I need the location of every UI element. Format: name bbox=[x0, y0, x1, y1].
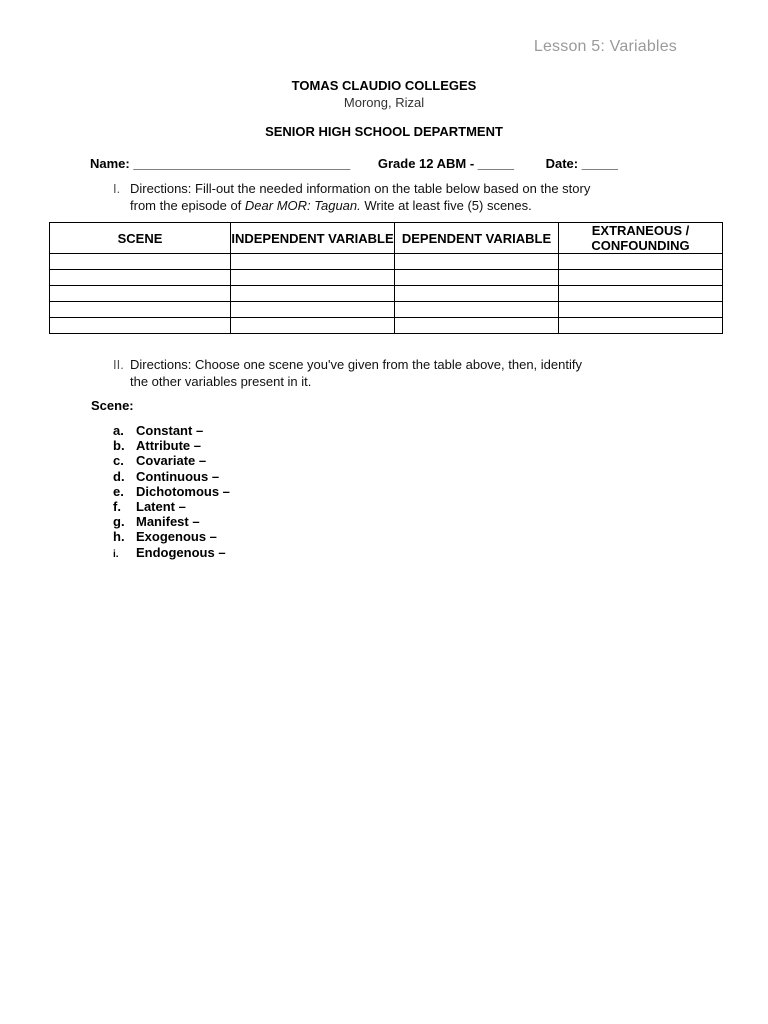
list-item bbox=[113, 529, 230, 544]
item-letter: h. bbox=[113, 529, 125, 545]
directions-1 bbox=[113, 180, 676, 214]
table-cell[interactable] bbox=[50, 302, 231, 318]
item-term: Continuous – bbox=[136, 468, 220, 484]
table-cell[interactable] bbox=[395, 302, 559, 318]
episode-title: Dear MOR: Taguan. bbox=[244, 198, 361, 213]
item-term: Dichotomous – bbox=[136, 483, 230, 499]
directions-2-line1: Directions: Choose one scene you've given from the table above, then, identify bbox=[130, 357, 582, 372]
directions-2-line2: the other variables present in it. bbox=[130, 374, 312, 389]
table-cell[interactable] bbox=[231, 286, 395, 302]
header-independent: INDEPENDENT VARIABLE bbox=[231, 223, 395, 254]
item-term: Exogenous – bbox=[136, 529, 217, 545]
table-cell[interactable] bbox=[50, 286, 231, 302]
directions-2-number: II. bbox=[113, 357, 124, 372]
table-cell[interactable] bbox=[559, 286, 723, 302]
table-row bbox=[50, 254, 723, 270]
table-row bbox=[50, 302, 723, 318]
directions-2 bbox=[113, 356, 676, 390]
list-item bbox=[113, 438, 230, 453]
list-item bbox=[113, 423, 230, 438]
directions-1-number: I. bbox=[113, 181, 121, 196]
table-cell[interactable] bbox=[50, 254, 231, 270]
header-extraneous: EXTRANEOUS / CONFOUNDING bbox=[559, 223, 723, 254]
table-cell[interactable] bbox=[559, 302, 723, 318]
table-cell[interactable] bbox=[395, 318, 559, 334]
item-term: Endogenous – bbox=[136, 544, 226, 560]
table-cell[interactable] bbox=[231, 254, 395, 270]
table-header-row bbox=[50, 223, 723, 254]
item-letter: a. bbox=[113, 423, 124, 438]
item-term: Attribute – bbox=[136, 438, 201, 454]
header-dependent: DEPENDENT VARIABLE bbox=[395, 223, 559, 254]
directions-1-line2-pre: from the episode of bbox=[130, 198, 245, 213]
scene-label: Scene: bbox=[91, 398, 134, 413]
table-cell[interactable] bbox=[50, 270, 231, 286]
table-cell[interactable] bbox=[559, 270, 723, 286]
variables-table bbox=[49, 222, 723, 334]
item-term: Constant – bbox=[136, 423, 204, 438]
grade-field[interactable]: Grade 12 ABM - _____ bbox=[377, 156, 514, 171]
item-letter: e. bbox=[113, 483, 124, 499]
table-cell[interactable] bbox=[395, 286, 559, 302]
table-cell[interactable] bbox=[395, 270, 559, 286]
table-row bbox=[50, 270, 723, 286]
item-letter: g. bbox=[113, 514, 125, 530]
item-letter: i. bbox=[113, 548, 119, 560]
header-scene: SCENE bbox=[50, 223, 231, 254]
list-item bbox=[113, 514, 230, 529]
item-letter: f. bbox=[113, 499, 121, 515]
list-item bbox=[113, 484, 230, 499]
table-cell[interactable] bbox=[231, 318, 395, 334]
table-cell[interactable] bbox=[559, 254, 723, 270]
table-row bbox=[50, 286, 723, 302]
school-location: Morong, Rizal bbox=[343, 95, 425, 110]
student-info-row bbox=[90, 156, 618, 171]
directions-1-line1: Directions: Fill-out the needed information on the table below based on the story bbox=[130, 181, 591, 196]
table-cell[interactable] bbox=[231, 270, 395, 286]
item-letter: d. bbox=[113, 468, 125, 484]
table-row bbox=[50, 318, 723, 334]
list-item bbox=[113, 499, 230, 514]
list-item bbox=[113, 469, 230, 484]
item-term: Manifest – bbox=[136, 514, 200, 530]
table-cell[interactable] bbox=[559, 318, 723, 334]
date-field[interactable]: Date: _____ bbox=[545, 156, 618, 171]
item-term: Latent – bbox=[136, 499, 186, 515]
name-field[interactable]: Name: ______________________________ bbox=[90, 156, 351, 171]
item-letter: c. bbox=[113, 453, 124, 469]
lesson-title: Lesson 5: Variables bbox=[533, 38, 677, 55]
school-name: TOMAS CLAUDIO COLLEGES bbox=[291, 78, 477, 93]
list-item bbox=[113, 545, 230, 562]
table-cell[interactable] bbox=[50, 318, 231, 334]
directions-1-line2-post: Write at least five (5) scenes. bbox=[360, 198, 532, 213]
item-term: Covariate – bbox=[136, 453, 207, 469]
directions-1-line2 bbox=[113, 197, 676, 214]
variable-terms-list bbox=[113, 423, 230, 562]
table-cell[interactable] bbox=[395, 254, 559, 270]
list-item bbox=[113, 453, 230, 468]
item-letter: b. bbox=[113, 438, 125, 454]
table-cell[interactable] bbox=[231, 302, 395, 318]
department-title: SENIOR HIGH SCHOOL DEPARTMENT bbox=[265, 124, 503, 139]
